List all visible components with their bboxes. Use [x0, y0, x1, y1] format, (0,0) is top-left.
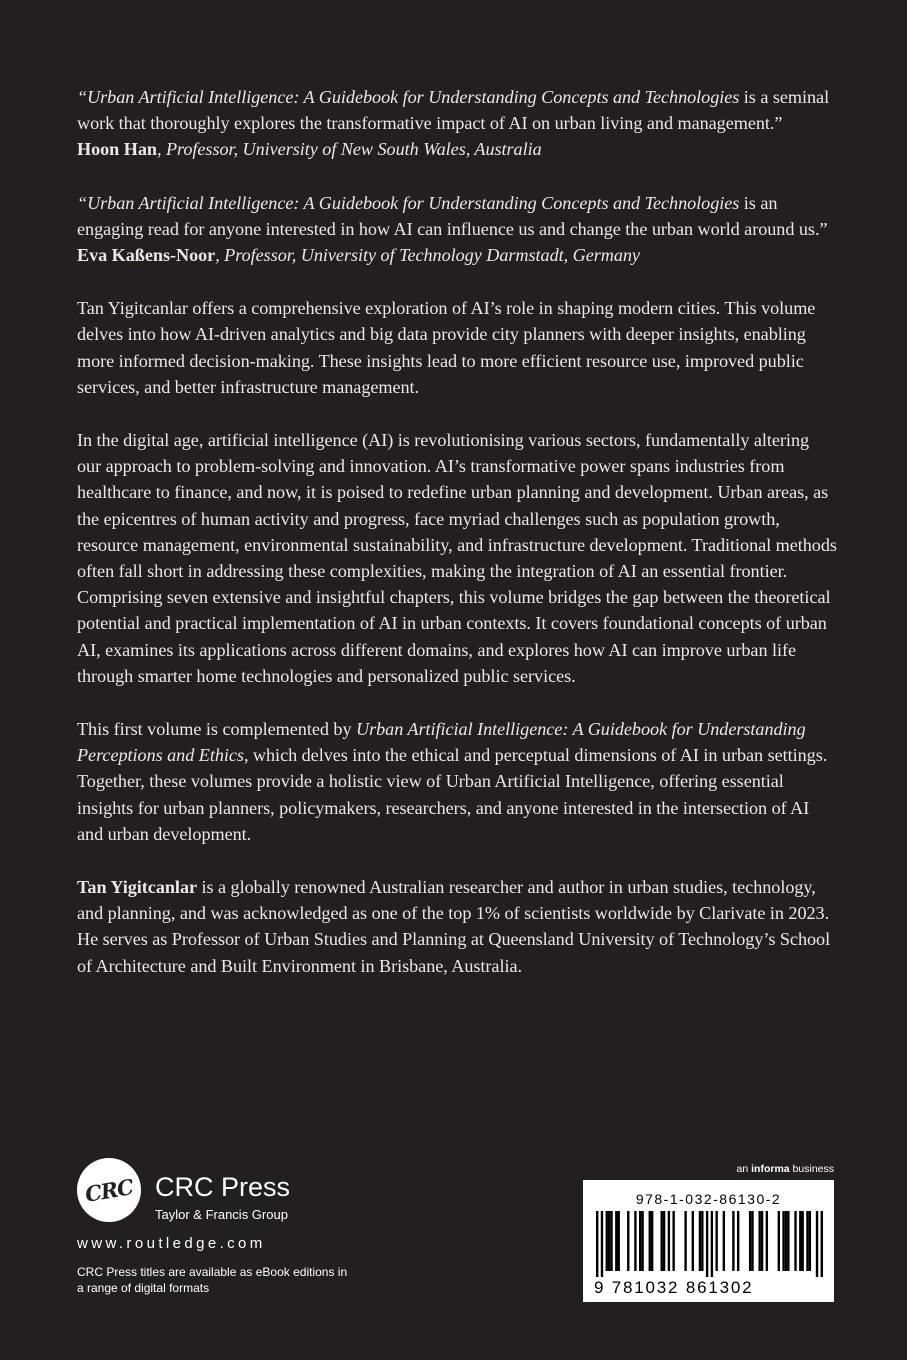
barcode-bar: [799, 1211, 801, 1271]
back-cover-text: [77, 84, 837, 1006]
barcode-bar: [737, 1211, 739, 1271]
companion-paragraph: [77, 716, 837, 847]
barcode-bar: [778, 1211, 780, 1271]
barcode-bar: [672, 1211, 674, 1271]
barcode-bar: [649, 1211, 651, 1271]
endorser-2-affiliation: , Professor, University of Technology Darmstadt, Germany: [215, 245, 640, 266]
barcode-bar: [766, 1211, 768, 1271]
barcode-bar: [661, 1211, 663, 1271]
barcode-bar: [809, 1211, 811, 1271]
publisher-group: Taylor & Francis Group: [155, 1207, 288, 1222]
companion-start: This first volume is complemented by: [77, 719, 356, 740]
barcode-bar: [692, 1211, 694, 1271]
barcode-bar: [782, 1211, 784, 1271]
barcode-bar: [699, 1211, 701, 1271]
barcode-bar: [684, 1211, 686, 1271]
barcode-bar: [801, 1211, 803, 1271]
endorser-2-name: Eva Kaßens-Noor: [77, 245, 216, 266]
intro-paragraph: Tan Yigitcanlar offers a comprehensive exploration of AI’s role in shaping modern cities. This volume delves into how AI-driven analytics and big data provide city planners with deeper insights, enabling more informed decision-making. These insights lead to more efficient resource use, improved public services, and better infrastructure management.: [77, 298, 816, 397]
barcode-bar: [711, 1211, 713, 1277]
endorsement-2-title: “Urban Artificial Intelligence: A Guidebook for Understanding Concepts and Technologies: [77, 192, 740, 213]
barcode-bar: [806, 1211, 808, 1271]
barcode-bar: [663, 1211, 665, 1271]
barcode-bar: [596, 1211, 598, 1277]
endorsement-2: [77, 190, 837, 269]
companion-title: Urban Artificial Intelligence: A Guidebook for Understanding Perceptions and Ethics: [77, 719, 806, 766]
barcode-icon: [596, 1211, 823, 1277]
barcode-bar: [627, 1211, 629, 1271]
publisher-name: CRC Press: [155, 1172, 291, 1202]
barcode-bar: [651, 1211, 653, 1271]
endorsement-1-text: is a seminal work that thoroughly explores the transformative impact of AI on urban living and management.”: [77, 87, 830, 134]
barcode-bar: [821, 1211, 823, 1277]
endorsement-1-title: “Urban Artificial Intelligence: A Guidebook for Understanding Concepts and Technologies: [77, 87, 740, 107]
isbn-barcode: [583, 1180, 834, 1302]
barcode-bar: [758, 1211, 760, 1271]
endorser-2: [77, 242, 837, 268]
barcode-bar: [706, 1211, 708, 1277]
digital-age-paragraph: In the digital age, artificial intelligence (AI) is revolutionising various sectors, fundamentally altering our approach to problem-solving and innovation. AI’s transformative power spans industries from healthcare to finance, and now, it is poised to redefine urban planning and development. Urban areas, as the epicentres of human activity and progress, face myriad challenges such as population growth, resource management, environmental sustainability, and infrastructure development. Traditional methods often fall short in addressing these complexities, making the integration of AI an essential frontier. Comprising seven extensive and insightful chapters, this volume bridges the gap between the theoretical potential and practical implementation of AI in urban contexts. It covers foundational concepts of urban AI, examines its applications across different domains, and explores how AI can improve urban life through smarter home technologies and personalized public services.: [77, 430, 837, 686]
author-name: Tan Yigitcanlar: [77, 877, 198, 898]
barcode-bar: [668, 1211, 670, 1271]
publisher-url: www.routledge.com: [77, 1235, 266, 1252]
barcode-bar: [610, 1211, 612, 1271]
ean-digits: 9 781032 861302: [594, 1278, 754, 1297]
barcode-bar: [634, 1211, 636, 1271]
endorser-1: [77, 136, 837, 162]
barcode-bar: [601, 1211, 603, 1277]
ebook-note: CRC Press titles are available as eBook editions in a range of digital formats: [77, 1265, 348, 1295]
author-bio: is a globally renowned Australian researcher and author in urban studies, technology, and planning, and was acknowledged as one of the top 1% of scientists worldwide by Clarivate in 2023. He serves as Professor of Urban Studies and Planning at Queensland University of Technology’s School of Architecture and Built Environment in Brisbane, Australia.: [77, 877, 831, 976]
barcode-bar: [715, 1211, 717, 1271]
barcode-bar: [641, 1211, 643, 1271]
barcode-bar: [787, 1211, 789, 1271]
companion-rest: , which delves into the ethical and perceptual dimensions of AI in urban settings. Together, these volumes provide a holistic view of Urban Artificial Intelligence, offering essential insights for urban planners, policymakers, researchers, and anyone interested in the intersection of AI and urban development.: [77, 745, 828, 844]
endorsement-1: [77, 84, 837, 163]
barcode-bar: [761, 1211, 763, 1271]
isbn-number: 978-1-032-86130-2: [635, 1191, 782, 1207]
barcode-bar: [618, 1211, 620, 1271]
crc-logo-icon: CRC: [77, 1158, 141, 1222]
author-bio-paragraph: [77, 874, 837, 979]
barcode-bar: [615, 1211, 617, 1271]
barcode-bar: [749, 1211, 751, 1271]
barcode-bar: [785, 1211, 787, 1271]
barcode-bar: [816, 1211, 818, 1277]
barcode-bar: [608, 1211, 610, 1271]
endorsement-2-text: is an engaging read for anyone interested in how AI can influence us and change the urban world around us.”: [77, 192, 828, 239]
barcode-bar: [732, 1211, 734, 1271]
endorser-1-affiliation: , Professor, University of New South Wales, Australia: [156, 139, 542, 160]
endorser-1-name: Hoon Han: [77, 139, 157, 160]
barcode-bar: [701, 1211, 703, 1271]
barcode-bar: [639, 1211, 641, 1271]
barcode-bar: [723, 1211, 725, 1271]
barcode-bar: [794, 1211, 796, 1271]
barcode-bar: [606, 1211, 608, 1271]
barcode-bar: [751, 1211, 753, 1271]
informa-tagline: an informa business: [736, 1163, 834, 1175]
